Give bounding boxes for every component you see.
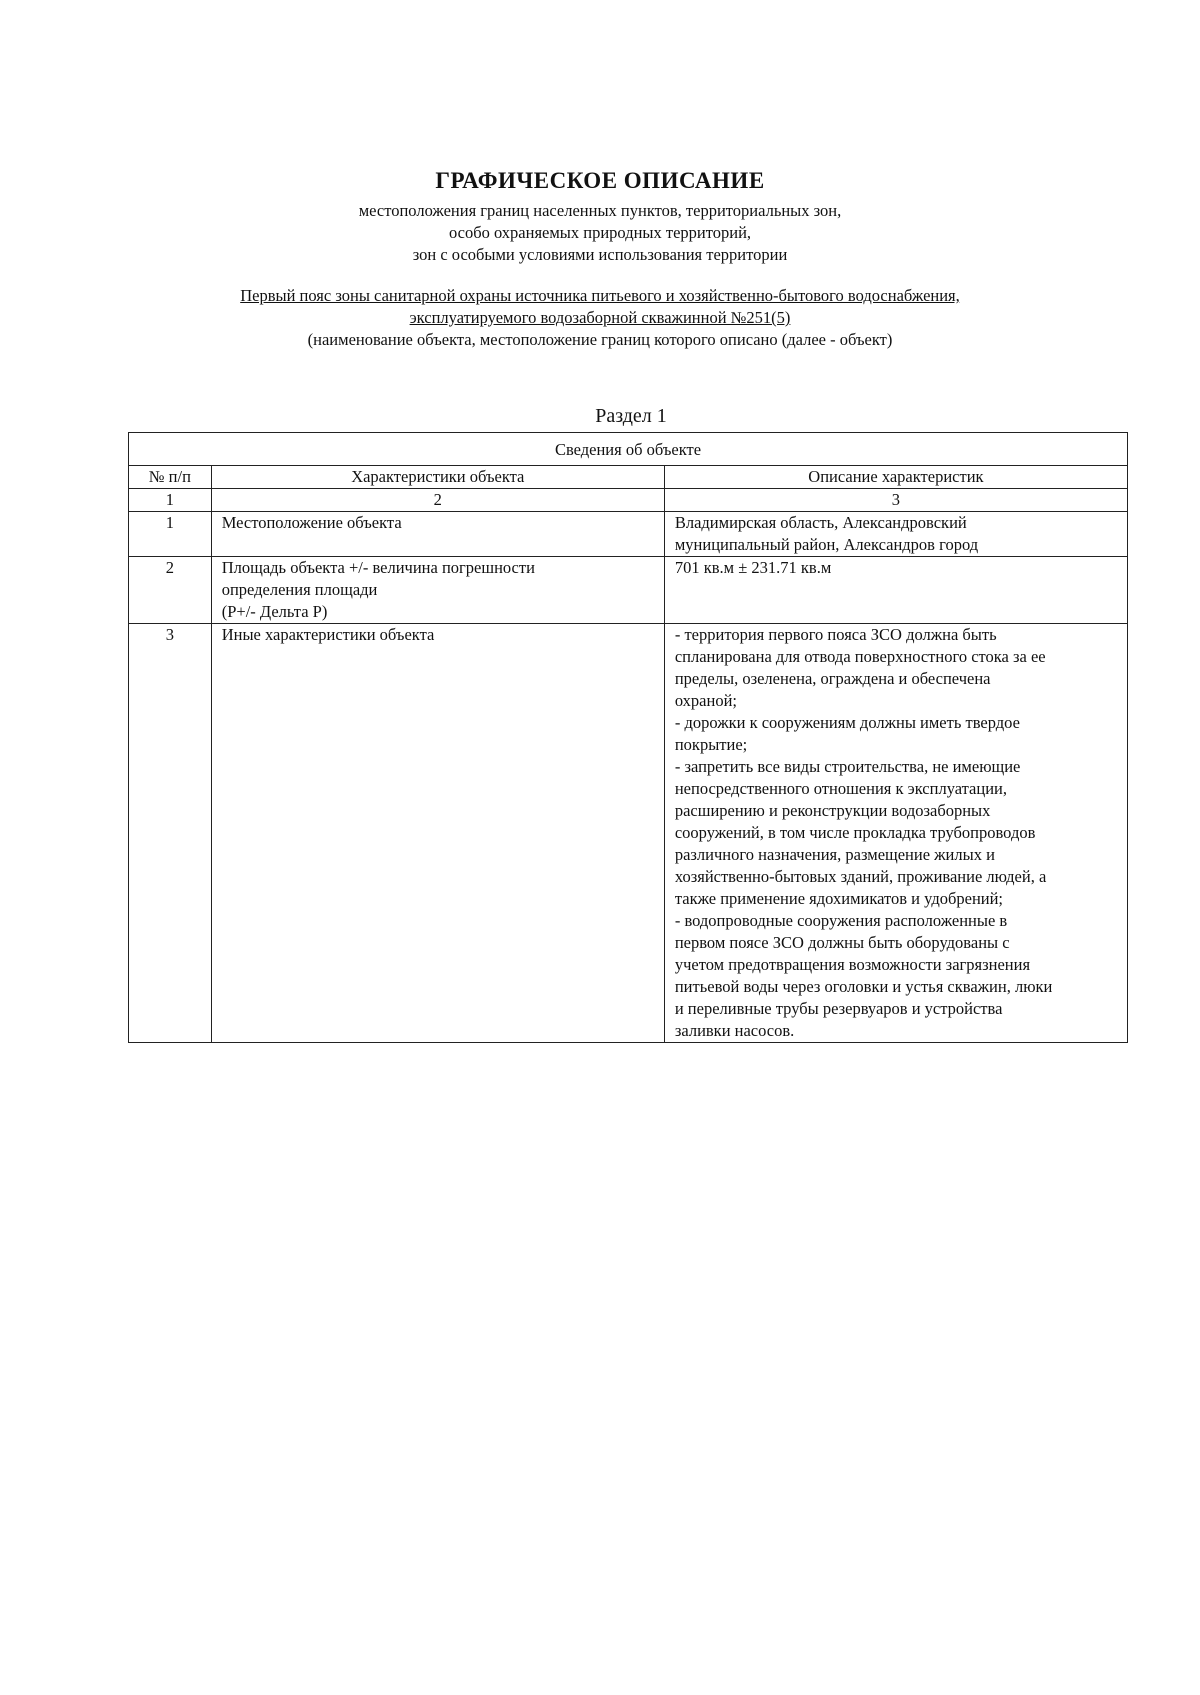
- subtitle-line-2: особо охраняемых природных территорий,: [448, 223, 752, 242]
- row-characteristic: Местоположение объекта: [211, 512, 664, 557]
- table-row: [129, 557, 1128, 624]
- row-characteristic: Иные характеристики объекта: [211, 624, 664, 1043]
- object-caption: (наименование объекта, местоположение границ которого описано (далее - объект): [307, 330, 893, 349]
- table-row: [129, 512, 1128, 557]
- row-description: - территория первого пояса ЗСО должна быть спланирована для отвода поверхностного стока за ее пределы, озеленена, ограждена и обеспечена охраной; - дорожки к сооружениям должны иметь твердое покрытие; - запретить все виды строительства, не имеющие непосредственного отношения к эксплуатации, расширению и реконструкции водозаборных сооружений, в том числе прокладка трубопроводов различного назначения, размещение жилых и хозяйственно-бытовых зданий, проживание людей, а также применение ядохимикатов и удобрений; - водопроводные сооружения расположенные в первом поясе ЗСО должны быть оборудованы с учетом предотвращения возможности загрязнения питьевой воды через оголовки и устья скважин, люки и переливные трубы резервуаров и устройства заливки насосов.: [664, 624, 1127, 1043]
- document-title: ГРАФИЧЕСКОЕ ОПИСАНИЕ: [435, 168, 765, 193]
- row-description: Владимирская область, Александровский муниципальный район, Александров город: [664, 512, 1127, 557]
- document-header: [0, 168, 1200, 266]
- row-number: 1: [129, 512, 212, 557]
- subtitle-line-1: местоположения границ населенных пунктов, территориальных зон,: [358, 201, 842, 220]
- object-name-line-1: Первый пояс зоны санитарной охраны источника питьевого и хозяйственно-бытового водоснабжения,: [240, 286, 960, 305]
- column-header-description: Описание характеристик: [664, 466, 1127, 489]
- column-number-row: [129, 489, 1128, 512]
- subtitle-line-3: зон с особыми условиями использования территории: [412, 245, 788, 264]
- row-description: 701 кв.м ± 231.71 кв.м: [664, 557, 1127, 624]
- object-name-block: [0, 285, 1200, 351]
- table-caption: Сведения об объекте: [129, 433, 1128, 466]
- column-number-1: 1: [129, 489, 212, 512]
- section-title: Раздел 1: [595, 405, 667, 427]
- row-number: 2: [129, 557, 212, 624]
- column-header-characteristic: Характеристики объекта: [211, 466, 664, 489]
- column-number-2: 2: [211, 489, 664, 512]
- object-name-line-2: эксплуатируемого водозаборной скважинной №251(5): [409, 308, 791, 327]
- row-characteristic: Площадь объекта +/- величина погрешности определения площади (P+/- Дельта P): [211, 557, 664, 624]
- table-caption-row: [129, 433, 1128, 466]
- column-number-3: 3: [664, 489, 1127, 512]
- column-header-number: № п/п: [129, 466, 212, 489]
- table-header-row: [129, 466, 1128, 489]
- table-row: [129, 624, 1128, 1043]
- row-number: 3: [129, 624, 212, 1043]
- object-info-table: [128, 432, 1128, 1043]
